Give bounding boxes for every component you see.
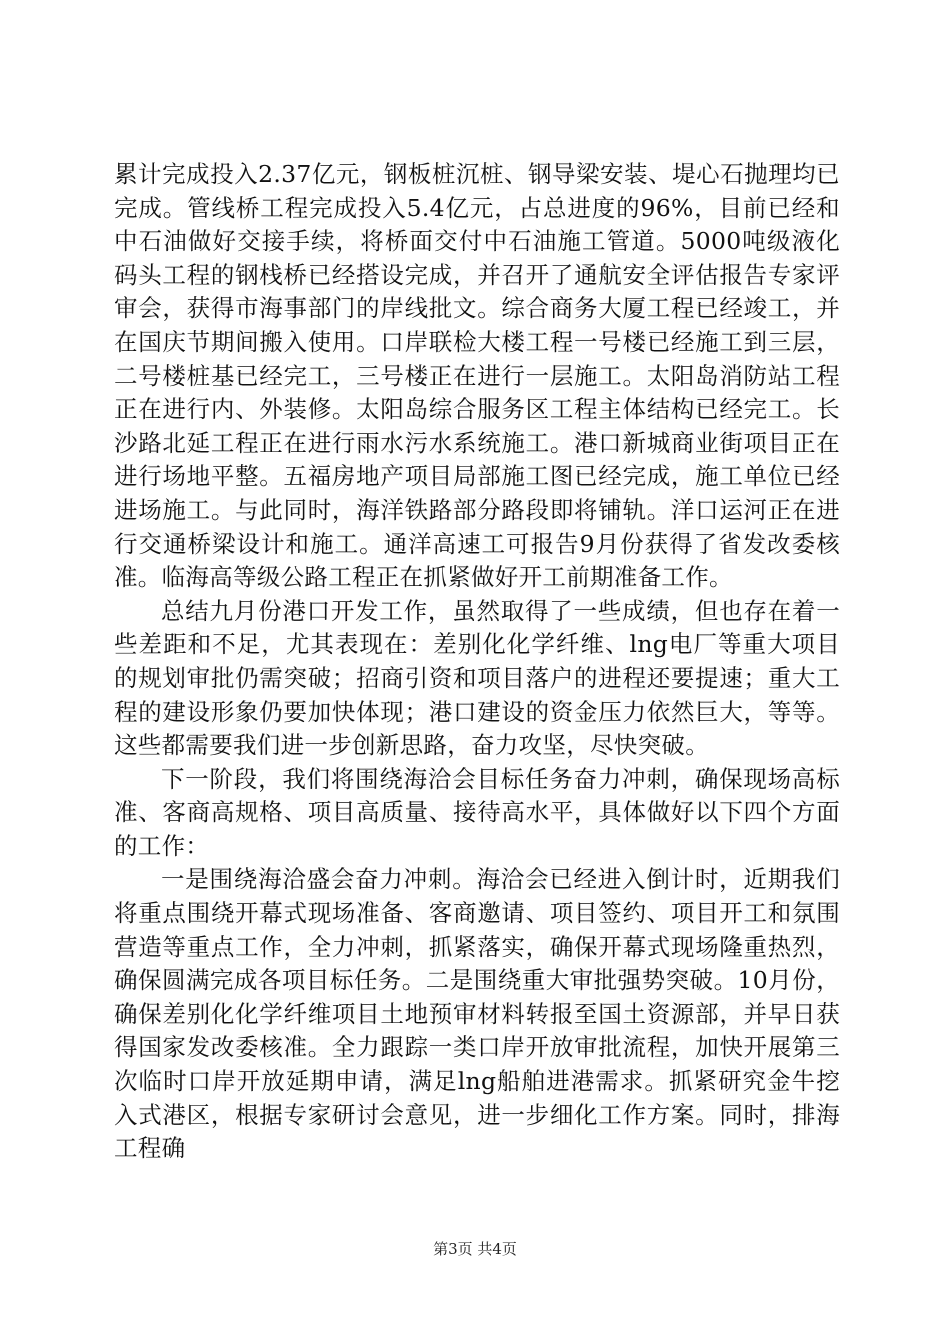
paragraph-work-items: 一是围绕海洽盛会奋力冲刺。海洽会已经进入倒计时，近期我们将重点围绕开幕式现场准备、客商邀请、项目签约、项目开工和氛围营造等重点工作，全力冲刺，抓紧落实，确保开幕式现场隆重热烈，确保圆满完成各项目标任务。二是围绕重大审批强势突破。10月份，确保差别化化学纤维项目土地预审材料转报至国土资源部，并早日获得国家发改委核准。全力跟踪一类口岸开放审批流程，加快开展第三次临时口岸开放延期申请，满足lng船舶进港需求。抓紧研究金牛挖入式港区，根据专家研讨会意见，进一步细化工作方案。同时，排海工程确 (114, 865, 840, 1163)
paragraph-next-stage: 下一阶段，我们将围绕海洽会目标任务奋力冲刺，确保现场高标准、客商高规格、项目高质量、接待高水平，具体做好以下四个方面的工作： (114, 764, 840, 860)
document-body (114, 158, 840, 1166)
page-number-footer: 第3页 共4页 (433, 1240, 517, 1258)
paragraph-progress-report: 累计完成投入2.37亿元，钢板桩沉桩、钢导梁安装、堤心石抛理均已完成。管线桥工程完成投入5.4亿元，占总进度的96%，目前已经和中石油做好交接手续，将桥面交付中石油施工管道。5000吨级液化码头工程的钢栈桥已经搭设完成，并召开了通航安全评估报告专家评审会，获得市海事部门的岸线批文。综合商务大厦工程已经竣工，并在国庆节期间搬入使用。口岸联检大楼工程一号楼已经施工到三层，二号楼桩基已经完工，三号楼正在进行一层施工。太阳岛消防站工程正在进行内、外装修。太阳岛综合服务区工程主体结构已经完工。长沙路北延工程正在进行雨水污水系统施工。港口新城商业街项目正在进行场地平整。五福房地产项目局部施工图已经完成，施工单位已经进场施工。与此同时，海洋铁路部分路段即将铺轨。洋口运河正在进行交通桥梁设计和施工。通洋高速工可报告9月份获得了省发改委核准。临海高等级公路工程正在抓紧做好开工前期准备工作。 (114, 160, 840, 592)
paragraph-summary-shortcomings: 总结九月份港口开发工作，虽然取得了一些成绩，但也存在着一些差距和不足，尤其表现在：差别化化学纤维、lng电厂等重大项目的规划审批仍需突破；招商引资和项目落户的进程还要提速；重大工程的建设形象仍要加快体现；港口建设的资金压力依然巨大，等等。这些都需要我们进一步创新思路，奋力攻坚，尽快突破。 (114, 596, 840, 760)
